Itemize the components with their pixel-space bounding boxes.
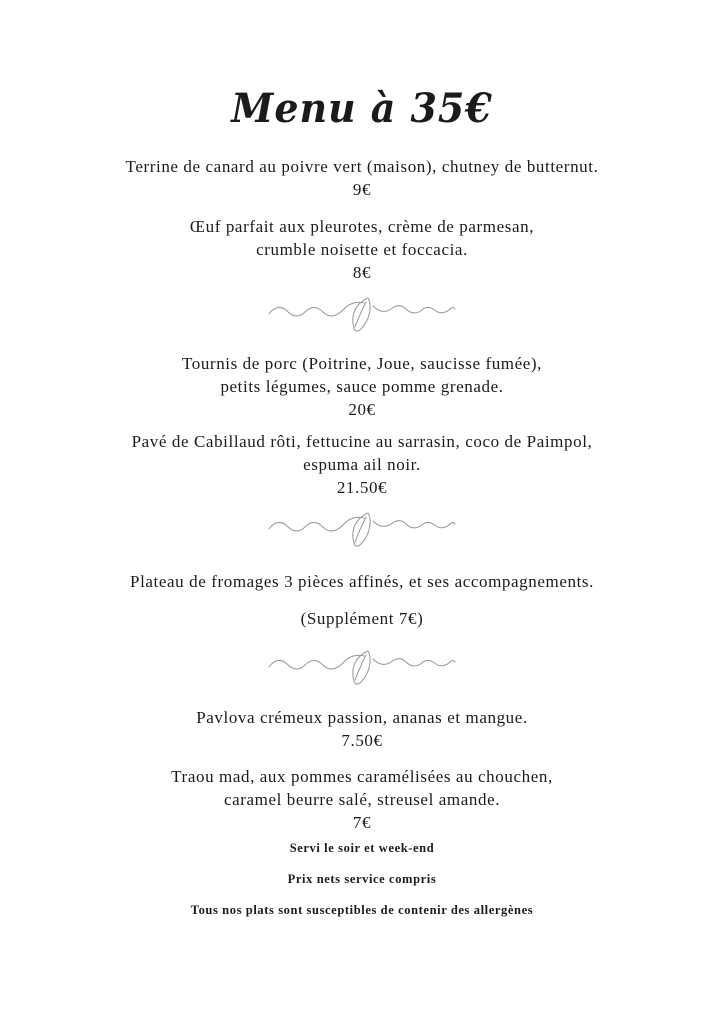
menu-item-traou-mad [0, 765, 724, 834]
dish-description: Œuf parfait aux pleurotes, crème de parmesan, [189, 217, 535, 236]
net-prices-note: Prix nets service compris [287, 872, 437, 886]
dish-description: Traou mad, aux pommes caramélisées au chouchen, [171, 767, 553, 786]
dish-description: Pavé de Cabillaud rôti, fettucine au sarrasin, coco de Paimpol, [131, 432, 593, 451]
dish-description: Tournis de porc (Poitrine, Joue, saucisse fumée), [181, 354, 543, 373]
dish-price: 20€ [348, 400, 376, 419]
course-cheese [0, 570, 724, 630]
squiggle-leaf-icon [267, 287, 457, 333]
menu-item-cabillaud [0, 430, 724, 499]
squiggle-leaf-icon [267, 502, 457, 548]
service-hours-note: Servi le soir et week-end [289, 841, 435, 855]
dish-description: Plateau de fromages 3 pièces affinés, et ses accompagnements. [130, 572, 594, 591]
dish-price: 9€ [352, 180, 372, 199]
menu-item-pavlova [0, 706, 724, 752]
course-starters [0, 155, 724, 284]
dish-description: espuma ail noir. [303, 455, 421, 474]
dish-price: 8€ [352, 263, 372, 282]
dish-description: crumble noisette et foccacia. [256, 240, 468, 259]
leaf-divider [0, 502, 724, 548]
allergens-note: Tous nos plats sont susceptibles de contenir des allergènes [190, 903, 534, 917]
dish-price: 7.50€ [341, 731, 383, 750]
supplement-note: (Supplément 7€) [300, 609, 424, 628]
course-desserts [0, 706, 724, 834]
dish-price: 21.50€ [336, 478, 388, 497]
dish-description: Pavlova crémeux passion, ananas et mangue. [196, 708, 528, 727]
dish-price: 7€ [352, 813, 372, 832]
dish-description: petits légumes, sauce pomme grenade. [220, 377, 504, 396]
squiggle-leaf-icon [267, 640, 457, 686]
leaf-divider [0, 287, 724, 333]
dish-description: Terrine de canard au poivre vert (maison), chutney de butternut. [125, 157, 599, 176]
menu-item-tournis-de-porc [0, 352, 724, 421]
menu-title: Menu à 35€ [231, 85, 493, 132]
menu-item-plateau-fromages [0, 570, 724, 593]
menu-item-oeuf-parfait [0, 215, 724, 284]
menu-item-terrine [0, 155, 724, 201]
course-mains [0, 352, 724, 499]
leaf-divider [0, 640, 724, 686]
menu-footer [0, 840, 724, 918]
dish-description: caramel beurre salé, streusel amande. [223, 790, 501, 809]
